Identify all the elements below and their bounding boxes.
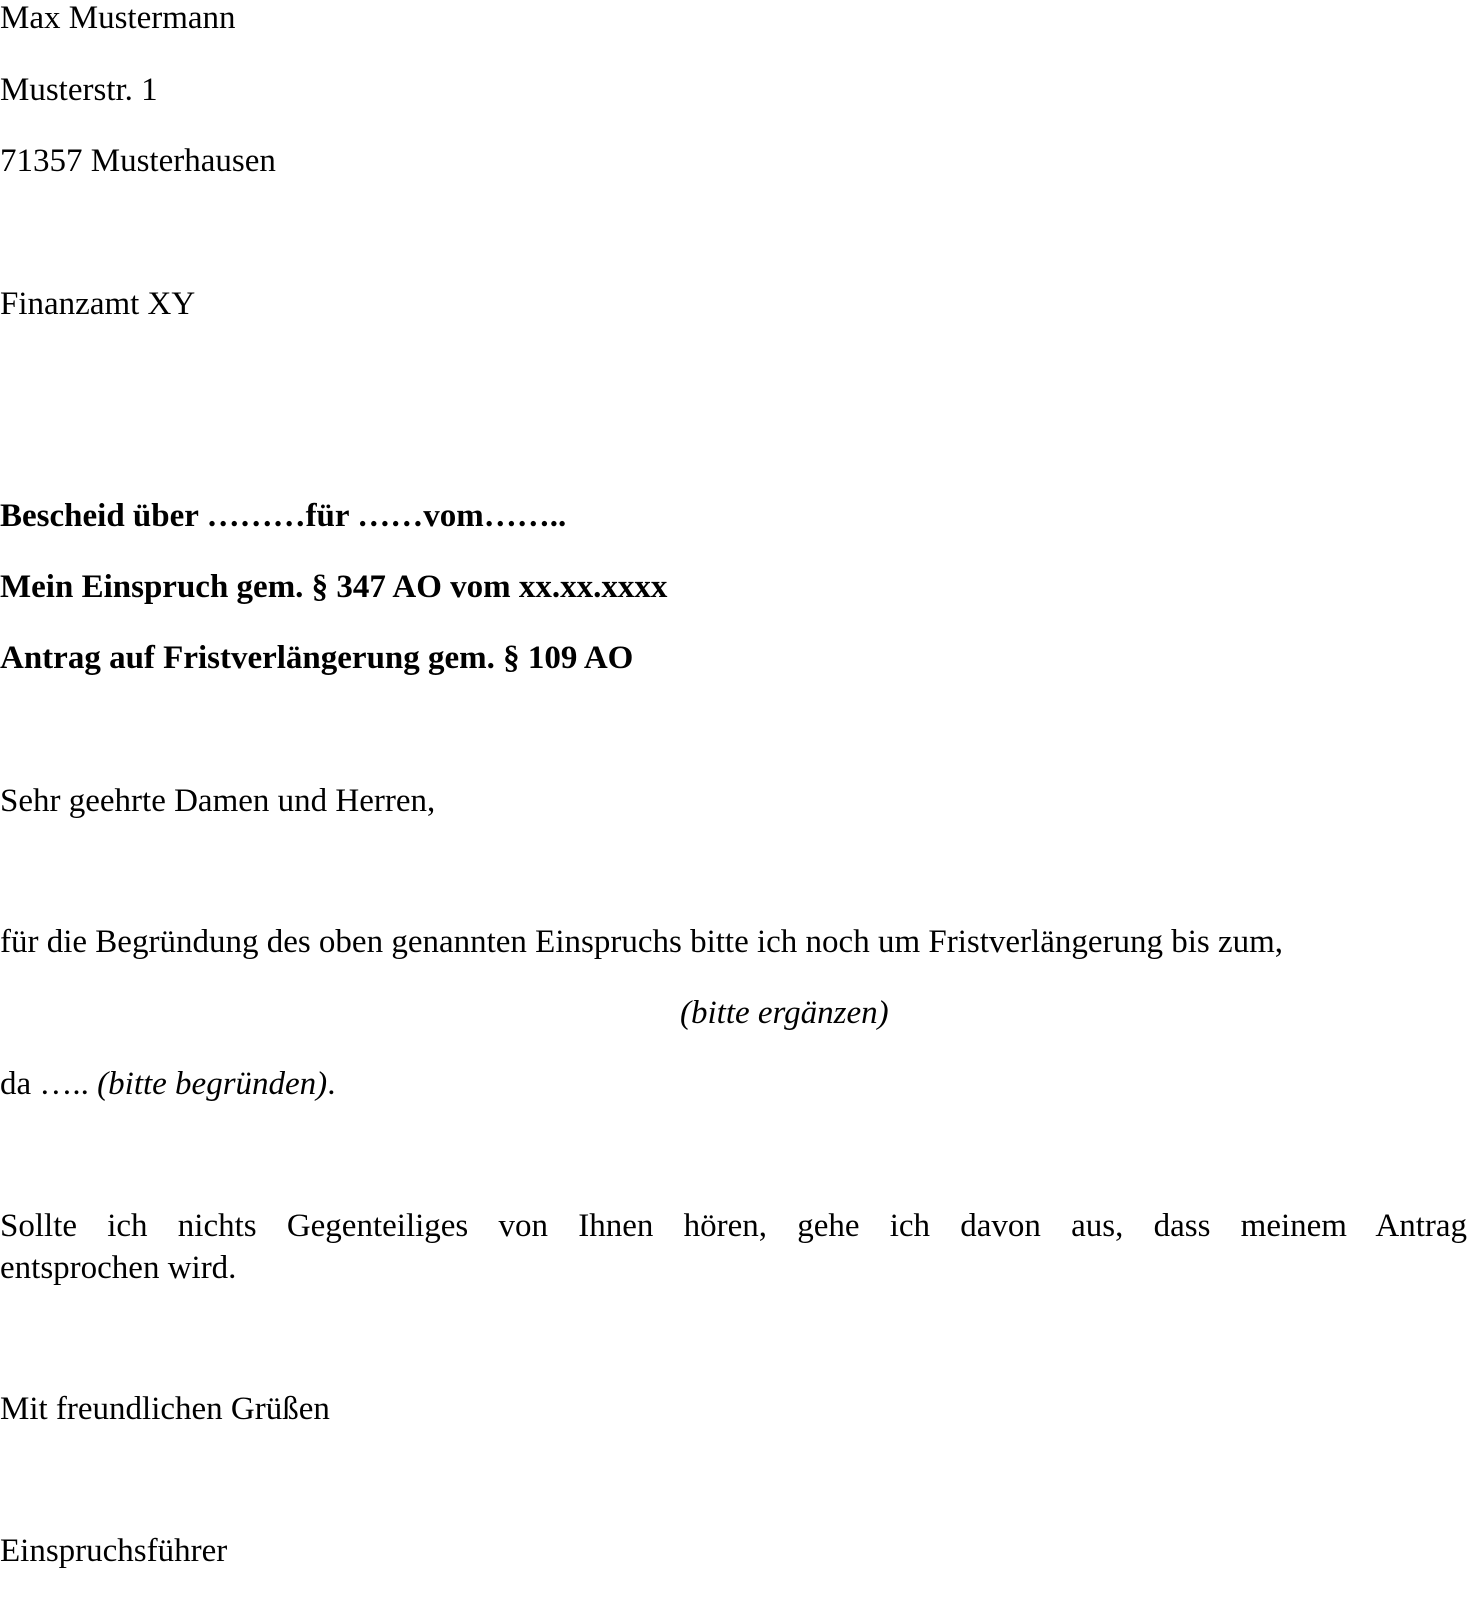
subject-line-1: Bescheid über ………für ……vom……..: [0, 498, 567, 534]
reason-placeholder: (bitte begründen): [97, 1066, 328, 1102]
subject-line-3: Antrag auf Fristverlängerung gem. § 109 AO: [0, 640, 634, 676]
subject-line-2: Mein Einspruch gem. § 347 AO vom xx.xx.xxxx: [0, 569, 668, 605]
recipient-name: Finanzamt XY: [0, 286, 196, 322]
closing-paragraph-line-1: Sollte ich nichts Gegenteiliges von Ihnen hören, gehe ich davon aus, dass meinem Antrag: [0, 1208, 1467, 1244]
reason-suffix: .: [327, 1066, 336, 1102]
reason-prefix: da …..: [0, 1066, 98, 1102]
closing-paragraph-line-2: entsprochen wird.: [0, 1250, 237, 1286]
sender-name: Max Mustermann: [0, 0, 236, 36]
date-placeholder: (bitte ergänzen): [680, 995, 889, 1031]
reason-line: [0, 1064, 335, 1104]
salutation: Sehr geehrte Damen und Herren,: [0, 783, 436, 819]
sender-city: 71357 Musterhausen: [0, 143, 276, 179]
closing-phrase: Mit freundlichen Grüßen: [0, 1391, 330, 1427]
signature-label: Einspruchsführer: [0, 1533, 228, 1569]
sender-street: Musterstr. 1: [0, 72, 158, 108]
request-line: für die Begründung des oben genannten Einspruchs bitte ich noch um Fristverlängerung bis zum,: [0, 924, 1284, 960]
